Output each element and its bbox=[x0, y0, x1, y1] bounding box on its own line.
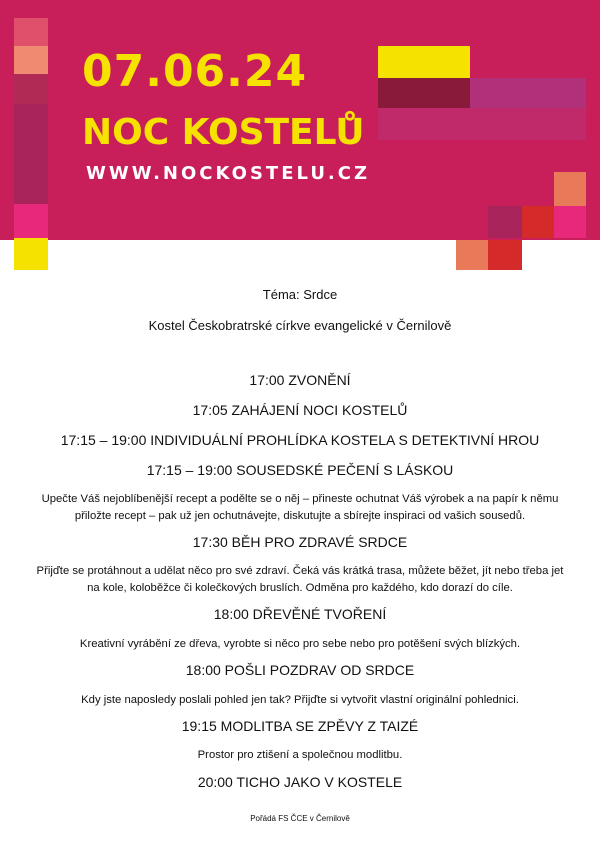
program-heading: 20:00 TICHO JAKO V KOSTELE bbox=[197, 774, 403, 790]
banner-tile bbox=[522, 206, 554, 238]
program-heading: 18:00 POŠLI POZDRAV OD SRDCE bbox=[185, 662, 415, 678]
program-description: Prostor pro ztišení a společnou modlitbu. bbox=[197, 749, 403, 761]
banner-title: NOC KOSTELŮ bbox=[82, 112, 365, 153]
banner-tile bbox=[470, 78, 586, 108]
program-heading: 17:05 ZAHÁJENÍ NOCI KOSTELŮ bbox=[192, 402, 408, 418]
banner-date: 07.06.24 bbox=[82, 46, 308, 97]
program-heading: 17:15 – 19:00 INDIVIDUÁLNÍ PROHLÍDKA KOSTELA S DETEKTIVNÍ HROU bbox=[60, 432, 540, 448]
banner-tile bbox=[378, 108, 586, 140]
banner-tile bbox=[378, 46, 470, 78]
banner-tile bbox=[14, 238, 48, 270]
banner-tile bbox=[14, 46, 48, 74]
program-heading: 17:30 BĚH PRO ZDRAVÉ SRDCE bbox=[192, 534, 408, 550]
banner-tile bbox=[554, 172, 586, 206]
program-description: Upečte Váš nejoblíbenější recept a podělte se o něj – přineste ochutnat Váš výrobek a na papír k němu bbox=[41, 493, 559, 505]
program-description: Přijďte se protáhnout a udělat něco pro své zdraví. Čeká vás krátká trasa, můžete běžet, jít nebo třeba jet bbox=[36, 565, 564, 577]
event-banner bbox=[0, 0, 600, 272]
program-heading: 18:00 DŘEVĚNÉ TVOŘENÍ bbox=[213, 606, 387, 622]
banner-tile bbox=[14, 104, 48, 204]
program-description: na kole, koloběžce či kolečkových bruslích. Odměna pro každého, kdo dorazí do cíle. bbox=[87, 582, 513, 594]
banner-tile bbox=[14, 204, 48, 238]
banner-tile bbox=[488, 240, 522, 270]
program-description: Kreativní vyrábění ze dřeva, vyrobte si něco pro sebe nebo pro potěšení svých blízkých. bbox=[79, 638, 521, 650]
banner-tile bbox=[488, 206, 522, 238]
banner-tile bbox=[378, 78, 470, 108]
program-heading: 19:15 MODLITBA SE ZPĚVY Z TAIZÉ bbox=[181, 718, 419, 734]
program-heading: 17:00 ZVONĚNÍ bbox=[249, 372, 351, 388]
program-heading: 17:15 – 19:00 SOUSEDSKÉ PEČENÍ S LÁSKOU bbox=[146, 462, 454, 478]
venue: Kostel Českobratrské církve evangelické v Černilově bbox=[148, 318, 452, 333]
footer-organizer: Pořádá FS ČCE v Černilově bbox=[250, 814, 350, 823]
program-description: Kdy jste naposledy poslali pohled jen tak? Přijďte si vytvořit vlastní originální pohlednici. bbox=[81, 694, 519, 706]
banner-tile bbox=[14, 18, 48, 46]
banner-tile bbox=[456, 240, 488, 270]
program-description: přiložte recept – pak už jen ochutnávejte, diskutujte a sbírejte inspiraci od vašich sousedů. bbox=[74, 510, 526, 522]
theme: Téma: Srdce bbox=[262, 287, 338, 302]
banner-tile bbox=[554, 206, 586, 238]
banner-tile bbox=[14, 74, 48, 104]
banner-url: WWW.NOCKOSTELU.CZ bbox=[86, 163, 371, 184]
